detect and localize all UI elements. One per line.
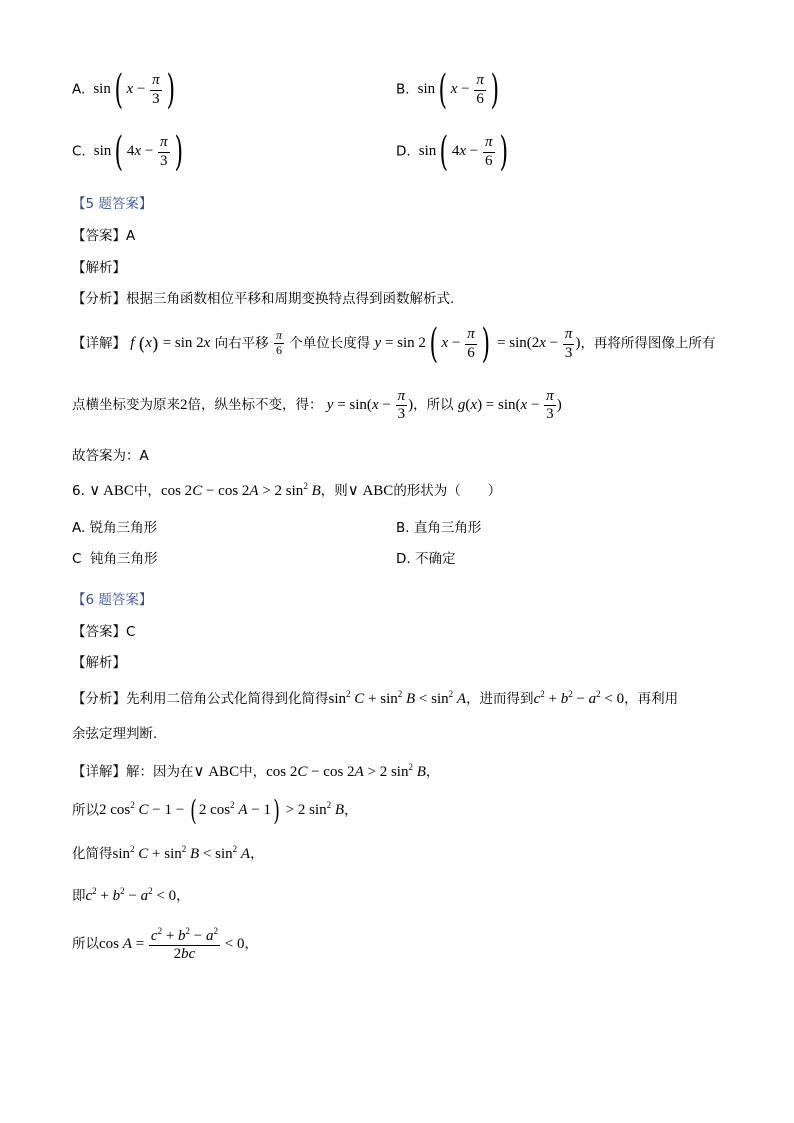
fenxi-text: ，再利用 xyxy=(624,691,679,707)
triangle-symbol: ∨ ABC xyxy=(193,764,240,780)
step-text: 化简得 xyxy=(72,846,113,862)
stem-text: 中， xyxy=(133,483,161,499)
option-label: B. xyxy=(396,81,410,98)
punctuation: ， xyxy=(344,802,358,819)
detail-text: 个单位长度得 xyxy=(289,335,371,352)
punctuation: ， xyxy=(176,888,190,904)
punctuation: ， xyxy=(244,936,258,953)
q6-answer xyxy=(72,620,135,640)
answer-tag: 【答案】 xyxy=(72,228,126,244)
q6-option-d xyxy=(396,547,455,567)
formula-fx: f (x) = sin 2x xyxy=(130,333,211,355)
punctuation: ， xyxy=(425,764,440,780)
q5-option-d xyxy=(396,129,511,175)
step3-formula: $c^2 + b^2 - a^2 < 0$ xyxy=(85,886,177,904)
option-label: A. xyxy=(72,81,86,98)
q6-option-b xyxy=(396,516,481,536)
triangle-symbol: ∨ ABC xyxy=(89,483,134,499)
option-text: 锐角三角形 xyxy=(89,520,158,536)
step-text: 所以 xyxy=(72,802,99,819)
q5-detail-line2 xyxy=(72,388,562,424)
option-label: C. xyxy=(72,143,86,160)
q6-option-a xyxy=(72,516,157,536)
option-formula: sin( x − $\frac{\pi}{3}$ ) xyxy=(89,67,175,113)
q5-answer xyxy=(72,224,135,244)
option-label: B. xyxy=(396,520,410,536)
option-text: 直角三角形 xyxy=(413,520,482,536)
q5-option-c xyxy=(72,129,186,175)
detail-text: 向右平移 xyxy=(214,335,269,352)
q6-step4 xyxy=(72,926,258,964)
q5-option-b xyxy=(396,67,503,113)
xiangjie-tag: 【详解】 xyxy=(72,335,126,352)
q5-answer-header: 【5 题答案】 xyxy=(72,196,153,212)
answer-tag: 【答案】 xyxy=(72,624,126,640)
q5-conclusion: 故答案为：A xyxy=(72,448,149,464)
q6-fenxi-line2: 余弦定理判断. xyxy=(72,726,158,742)
step-text: 即 xyxy=(72,888,86,904)
fenxi-text: ，进而得到 xyxy=(466,691,534,707)
option-label: A. xyxy=(72,520,86,536)
detail-text: 倍，纵坐标不变，得： xyxy=(187,397,323,414)
q6-step2 xyxy=(72,842,264,863)
q6-option-c xyxy=(72,547,158,567)
triangle-symbol: ∨ ABC xyxy=(347,483,394,499)
q6-step3 xyxy=(72,884,190,905)
stem-text: ，则 xyxy=(320,483,348,499)
fenxi-text: 先利用二倍角公式化简得到化简得 xyxy=(126,691,329,707)
q6-stem xyxy=(72,479,501,500)
shift-fraction: $\frac{\pi}{6}$ xyxy=(275,328,282,357)
detail-text: ，所以 xyxy=(413,397,454,414)
detail-inequality: cos 2C − cos 2A > 2 $\sin^2 B$ xyxy=(266,762,426,780)
q5-jiexi: 【解析】 xyxy=(72,260,126,276)
option-text: 钝角三角形 xyxy=(90,551,158,567)
question-number: 6. xyxy=(72,483,85,499)
step2-formula: $\sin^2 C + \sin^2 B < \sin^2 A$ xyxy=(112,844,251,862)
q5-detail-line1 xyxy=(72,321,716,367)
option-formula: sin( 4x − $\frac{\pi}{3}$ ) xyxy=(90,129,183,175)
option-formula: sin( 4x − $\frac{\pi}{6}$ ) xyxy=(414,129,508,175)
q6-answer-header: 【6 题答案】 xyxy=(72,592,153,608)
fenxi-formula1: $\sin^2 C + \sin^2 B < \sin^2 A$ xyxy=(328,689,467,707)
q6-jiexi: 【解析】 xyxy=(72,655,126,671)
q5-fenxi xyxy=(72,287,454,307)
fenxi-text: 根据三角函数相位平移和周期变换特点得到函数解析式. xyxy=(126,291,455,307)
option-label: D. xyxy=(396,143,411,160)
detail-text: 中， xyxy=(239,764,267,780)
option-label: C xyxy=(72,551,82,567)
xiangjie-tag: 【详解】 xyxy=(72,764,126,780)
formula-shifted: y = sin 2( x − $\frac{\pi}{6}$ ) = sin(2x − $\frac{\pi}{3}$ ) xyxy=(374,321,581,367)
stem-text: 的形状为（ ） xyxy=(393,483,502,499)
option-text: 不确定 xyxy=(414,551,456,567)
formula-gx: g(x) = sin(x − $\frac{\pi}{3}$ ) xyxy=(457,388,562,423)
stem-inequality: cos 2C − cos 2A > 2 $\sin^2 B$ xyxy=(160,481,321,499)
step4-formula: cos A = $\frac{c^2 + b^2 - a^2}{2bc}$ < 0 xyxy=(99,926,245,963)
option-label: D. xyxy=(396,551,411,567)
punctuation: ， xyxy=(250,846,264,862)
q6-step1 xyxy=(72,794,358,827)
step1-formula: 2 $\cos^2 C - 1$ − ( 2 $\cos^2 A - 1) > 2$ $\sin^2 B$ xyxy=(99,794,345,827)
detail-text: 解：因为在 xyxy=(126,764,194,780)
fenxi-tag: 【分析】 xyxy=(72,291,126,307)
detail-text: ，再将所得图像上所有 xyxy=(580,335,716,352)
answer-value: A xyxy=(126,228,136,244)
detail-text: 点横坐标变为原来 xyxy=(72,397,180,414)
formula-y: y = sin(x − $\frac{\pi}{3}$ ) xyxy=(326,388,414,423)
answer-value: C xyxy=(126,624,136,640)
fenxi-formula2: $c^2 + b^2 - a^2 < 0$ xyxy=(533,689,625,707)
q6-fenxi-line1 xyxy=(72,687,678,708)
step-text: 所以 xyxy=(72,936,99,953)
option-formula: sin( x − $\frac{\pi}{6}$ ) xyxy=(413,67,499,113)
detail-number: 2 xyxy=(180,397,188,414)
q5-option-a xyxy=(72,67,178,113)
fenxi-tag: 【分析】 xyxy=(72,691,126,707)
q6-detail-line1 xyxy=(72,760,439,781)
